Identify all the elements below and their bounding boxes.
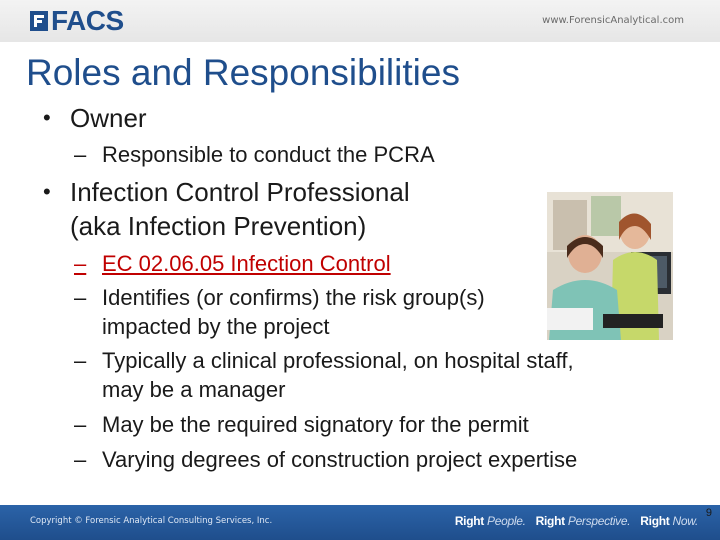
tagline-rest: People.	[487, 514, 526, 528]
logo-text: FACS	[51, 5, 124, 36]
sub-bullet	[74, 445, 578, 474]
ec-infection-control-link[interactable]: EC 02.06.05 Infection Control	[102, 251, 391, 276]
slide-title: Roles and Responsibilities	[26, 52, 460, 93]
bullet-icp	[43, 175, 410, 209]
tagline-bold: Right	[640, 514, 670, 528]
page-number: 9	[705, 507, 712, 519]
footer-bar	[0, 505, 720, 540]
clinical-staff-photo	[547, 192, 673, 340]
dash-mark: –	[74, 285, 87, 310]
sub-bullet-continued	[102, 312, 329, 341]
bullet-icp-line2	[70, 209, 366, 243]
dash-mark: –	[74, 348, 87, 373]
tagline-people	[455, 514, 526, 528]
sub-bullet-text: Varying degrees of construction project expertise	[102, 447, 578, 472]
bullet-dot: •	[43, 179, 51, 204]
bullet-text: Owner	[70, 103, 147, 133]
tagline-bold: Right	[535, 514, 565, 528]
sub-bullet-continued	[102, 375, 285, 404]
site-url[interactable]: www.ForensicAnalytical.com	[542, 15, 684, 26]
sub-bullet-text: impacted by the project	[102, 314, 330, 339]
dash-mark: –	[74, 447, 87, 472]
sub-bullet	[74, 140, 435, 169]
taglines	[455, 514, 698, 528]
bullet-dot: •	[43, 105, 51, 130]
sub-bullet	[74, 410, 529, 439]
tagline-bold: Right	[454, 514, 484, 528]
sub-bullet-text: Typically a clinical professional, on hospital staff,	[102, 348, 574, 373]
bullet-text-line1: Infection Control Professional	[70, 177, 410, 207]
copyright-text: Copyright © Forensic Analytical Consulting Services, Inc.	[30, 516, 273, 526]
dash-mark: –	[74, 142, 87, 167]
dash-mark: –	[74, 412, 87, 437]
sub-bullet-text: May be the required signatory for the permit	[102, 412, 529, 437]
tagline-rest: Now.	[672, 514, 698, 528]
sub-bullet-text: Responsible to conduct the PCRA	[102, 142, 435, 167]
sub-bullet	[74, 283, 485, 312]
sub-bullet	[74, 346, 574, 375]
sub-bullet-text: Identifies (or confirms) the risk group(s)	[102, 285, 485, 310]
dash-mark: –	[74, 251, 87, 276]
bullet-owner	[43, 101, 147, 135]
sub-bullet-text: may be a manager	[102, 377, 286, 402]
sub-bullet-ec-link[interactable]	[74, 249, 391, 278]
tagline-rest: Perspective.	[567, 514, 631, 528]
tagline-now	[640, 514, 698, 528]
tagline-perspective	[536, 514, 631, 528]
bullet-text-line2: (aka Infection Prevention)	[70, 211, 367, 241]
